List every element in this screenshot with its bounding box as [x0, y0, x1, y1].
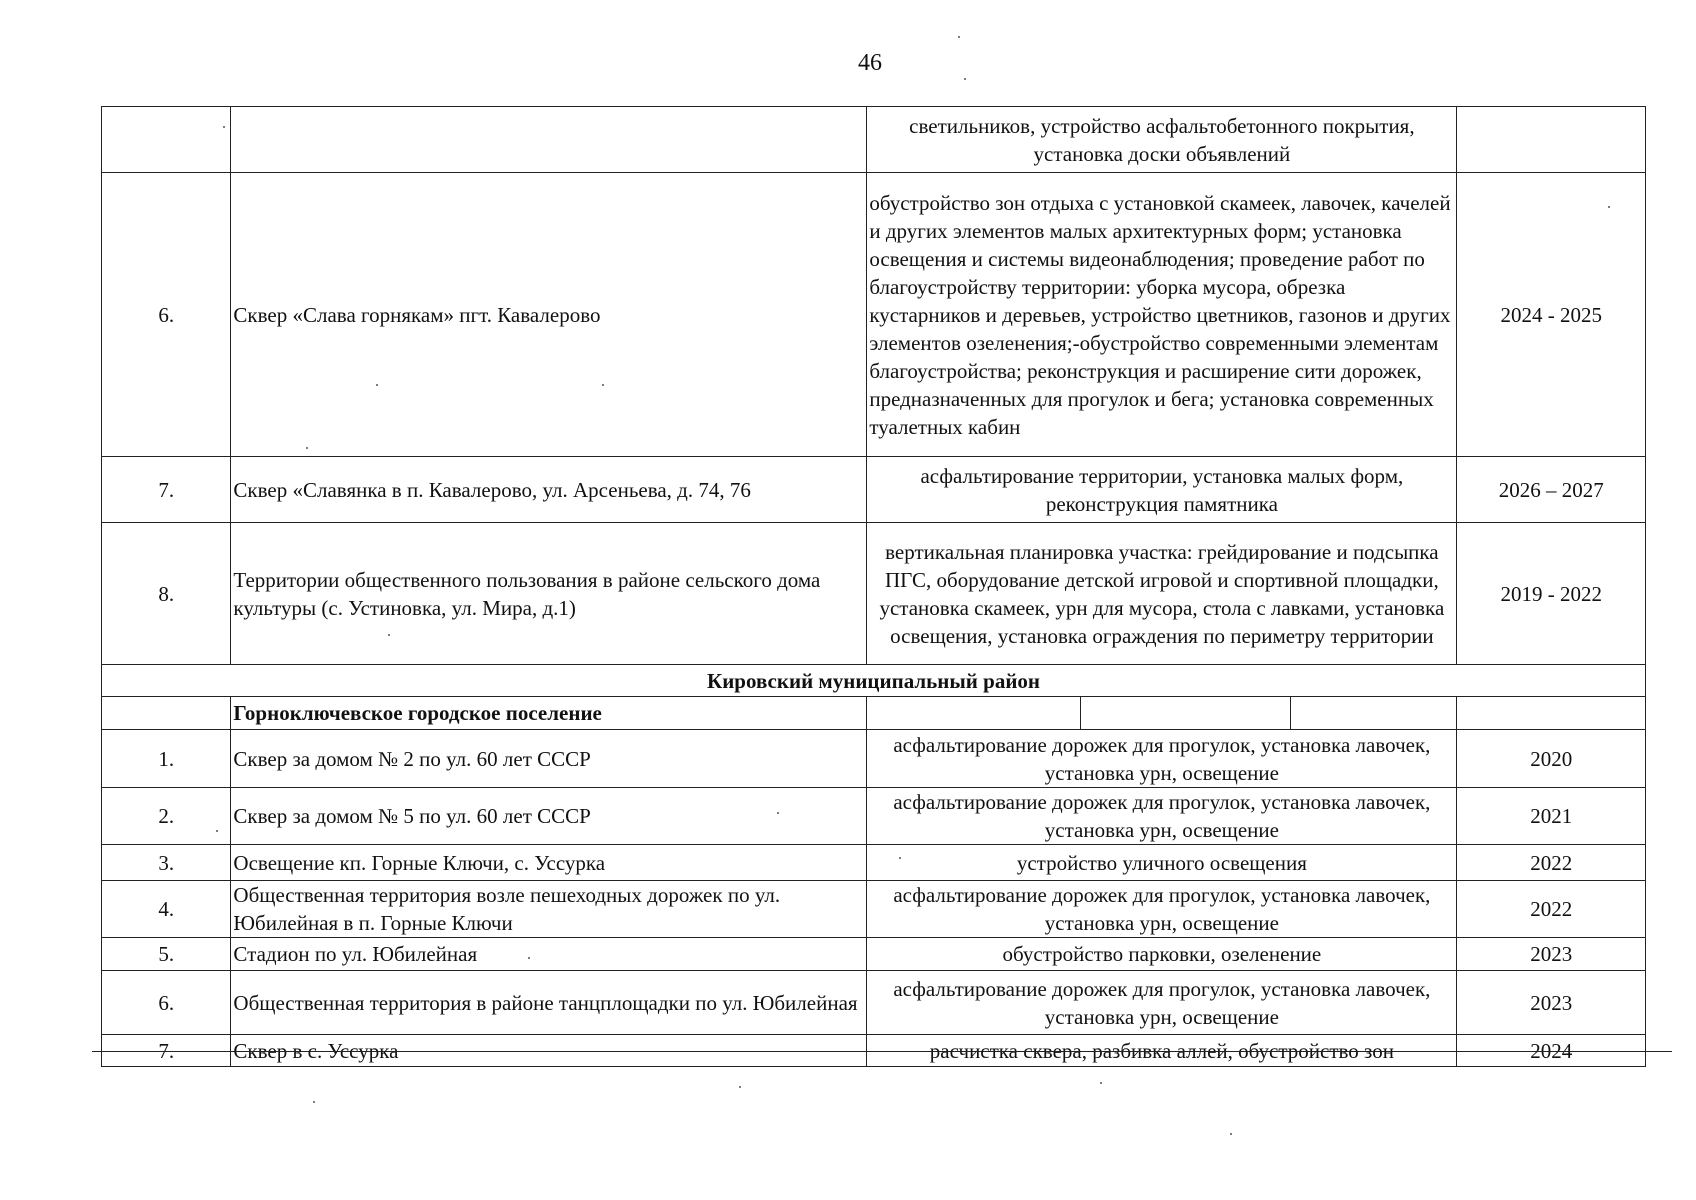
work-description: асфальтирование дорожек для прогулок, установка лавочек, установка урн, освещение — [867, 971, 1457, 1035]
territory-name: Территории общественного пользования в районе сельского дома культуры (с. Устиновка, ул. Мира, д.1) — [231, 523, 867, 665]
work-description: обустройство зон отдыха с установкой скамеек, лавочек, качелей и других элементов малых архитектурных форм; установка освещения и системы видеонаблюдения; проведение работ по благоустройству территории: уборка мусора, обрезка кустарников и деревьев, устройство цветников, газонов и других элементов озеленения;-обустройство современными элементам благоустройства; реконструкция и расширение сити дорожек, предназначенных для прогулок и бега; установка современных туалетных кабин — [867, 173, 1457, 457]
territory-name: Стадион по ул. Юбилейная — [231, 938, 867, 971]
scan-speck — [777, 812, 779, 814]
years: 2021 — [1457, 788, 1646, 845]
table-row — [102, 788, 1646, 845]
scan-speck — [958, 36, 960, 38]
row-number: 6. — [102, 971, 231, 1035]
settlement-title: Горноключевское городское поселение — [231, 697, 867, 730]
settlement-blank-cell — [102, 697, 231, 730]
territory-name: Сквер за домом № 5 по ул. 60 лет СССР — [231, 788, 867, 845]
scan-speck — [313, 1101, 315, 1103]
work-description: светильников, устройство асфальтобетонного покрытия, установка доски объявлений — [867, 107, 1457, 173]
table-row — [102, 971, 1646, 1035]
years: 2023 — [1457, 971, 1646, 1035]
row-number: 3. — [102, 845, 231, 881]
row-number: 6. — [102, 173, 231, 457]
work-description: расчистка сквера, разбивка аллей, обустройство зон — [867, 1035, 1457, 1067]
territory-name: Сквер «Славянка в п. Кавалерово, ул. Арсеньева, д. 74, 76 — [231, 457, 867, 523]
row-number: 4. — [102, 881, 231, 938]
row-number — [102, 107, 231, 173]
years: 2026 – 2027 — [1457, 457, 1646, 523]
territory-name: Сквер за домом № 2 по ул. 60 лет СССР — [231, 730, 867, 788]
table-row — [102, 173, 1646, 457]
scan-speck — [216, 830, 218, 832]
region-title: Кировский муниципальный район — [102, 665, 1646, 697]
settlement-blank-cell — [1081, 697, 1291, 730]
territory-name: Сквер «Слава горнякам» пгт. Кавалерово — [231, 173, 867, 457]
table-row — [102, 523, 1646, 665]
scan-speck — [1608, 206, 1610, 208]
settlement-blank-cell — [867, 697, 1081, 730]
work-description: асфальтирование дорожек для прогулок, установка лавочек, установка урн, освещение — [867, 730, 1457, 788]
work-description: асфальтирование дорожек для прогулок, установка лавочек, установка урн, освещение — [867, 788, 1457, 845]
projects-table — [101, 106, 1646, 1067]
scan-speck — [739, 1086, 741, 1088]
years: 2020 — [1457, 730, 1646, 788]
work-description: вертикальная планировка участка: грейдирование и подсыпка ПГС, оборудование детской игровой и спортивной площадки, установка скамеек, урн для мусора, стола с лавками, установка освещения, установка ограждения по периметру территории — [867, 523, 1457, 665]
scan-speck — [602, 384, 604, 386]
years: 2022 — [1457, 881, 1646, 938]
table-row — [102, 457, 1646, 523]
territory-name: Освещение кп. Горные Ключи, с. Уссурка — [231, 845, 867, 881]
table-row — [102, 881, 1646, 938]
scan-speck — [528, 957, 530, 959]
scan-speck — [899, 857, 901, 859]
row-number: 5. — [102, 938, 231, 971]
territory-name: Общественная территория возле пешеходных дорожек по ул. Юбилейная в п. Горные Ключи — [231, 881, 867, 938]
work-description: устройство уличного освещения — [867, 845, 1457, 881]
page-cut-line — [92, 1051, 1672, 1052]
scan-speck — [388, 634, 390, 636]
table-row — [102, 845, 1646, 881]
row-number: 8. — [102, 523, 231, 665]
row-number: 1. — [102, 730, 231, 788]
table-row — [102, 938, 1646, 971]
years — [1457, 107, 1646, 173]
scan-speck — [376, 384, 378, 386]
settlement-blank-cell — [1457, 697, 1646, 730]
territory-name — [231, 107, 867, 173]
years: 2024 - 2025 — [1457, 173, 1646, 457]
territory-name: Общественная территория в районе танцплощадки по ул. Юбилейная — [231, 971, 867, 1035]
work-description: асфальтирование дорожек для прогулок, установка лавочек, установка урн, освещение — [867, 881, 1457, 938]
settlement-header-row — [102, 697, 1646, 730]
scan-speck — [1100, 1082, 1102, 1084]
row-number: 7. — [102, 457, 231, 523]
scan-speck — [964, 78, 966, 80]
page-number: 46 — [858, 50, 882, 76]
years: 2022 — [1457, 845, 1646, 881]
work-description: асфальтирование территории, установка малых форм, реконструкция памятника — [867, 457, 1457, 523]
region-header-row — [102, 665, 1646, 697]
years: 2024 — [1457, 1035, 1646, 1067]
years: 2019 - 2022 — [1457, 523, 1646, 665]
scan-speck — [1230, 1133, 1232, 1135]
table-row — [102, 730, 1646, 788]
territory-name: Сквер в с. Уссурка — [231, 1035, 867, 1067]
row-number: 7. — [102, 1035, 231, 1067]
scan-speck — [223, 126, 225, 128]
row-number: 2. — [102, 788, 231, 845]
scan-speck — [306, 447, 308, 449]
years: 2023 — [1457, 938, 1646, 971]
settlement-blank-cell — [1291, 697, 1457, 730]
work-description: обустройство парковки, озеленение — [867, 938, 1457, 971]
table-row — [102, 107, 1646, 173]
